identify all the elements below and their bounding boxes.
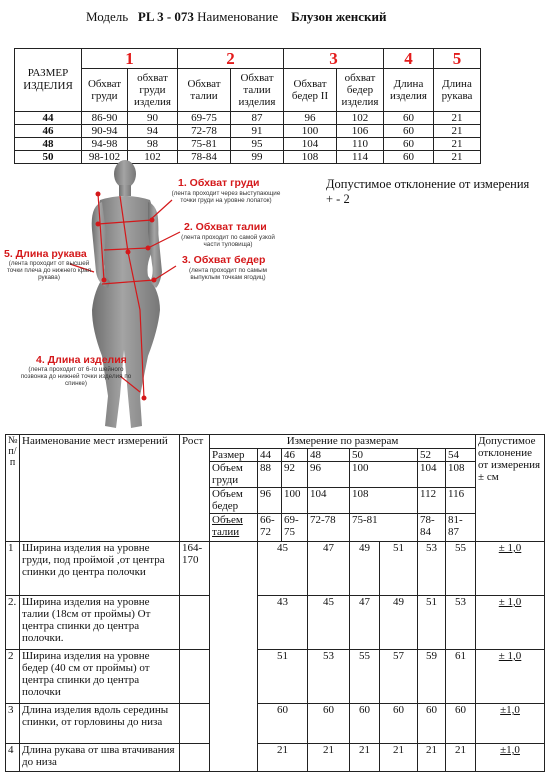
row-value: 60 <box>350 704 380 744</box>
group-number-1: 1 <box>82 49 178 69</box>
row-value: 60 <box>258 704 308 744</box>
column-header: Обхват талии изделия <box>231 69 284 112</box>
table-cell: 108 <box>284 151 337 164</box>
row-value: 21 <box>380 744 418 772</box>
tolerance-note-line1: Допустимое отклонение от измерения <box>326 177 530 191</box>
col-measure-header: Измерение по размерам <box>210 435 476 449</box>
measurement-table <box>5 434 545 772</box>
row-height-empty <box>180 744 210 772</box>
hip-label: Объем бедер <box>210 488 258 514</box>
label-waist: 2. Обхват талии <box>184 221 267 233</box>
row-value: 49 <box>380 596 418 650</box>
table-cell: 90-94 <box>82 125 128 138</box>
table-cell: 98-102 <box>82 151 128 164</box>
row-name: Ширина изделия на уровне груди, под проймой ,от центра спинки до центра полочки <box>20 542 180 596</box>
row-value: 57 <box>380 650 418 704</box>
row-value: 21 <box>308 744 350 772</box>
note-length: (лента проходит от 6-го шейного позвонка до нижней точки изделия по спинке) <box>20 366 132 387</box>
group-number-3: 3 <box>284 49 384 69</box>
label-sleeve: 5. Длина рукава <box>4 248 87 260</box>
table-cell: 60 <box>384 151 434 164</box>
chest-value: 92 <box>282 462 308 488</box>
name-label: Наименование <box>197 9 279 24</box>
col-tolerance-header: Допустимое отклонение от измерения ± см <box>476 435 545 542</box>
row-value: 21 <box>258 744 308 772</box>
row-number: 2 <box>6 650 20 704</box>
table-cell: 100 <box>284 125 337 138</box>
chest-value: 104 <box>418 462 446 488</box>
row-number: 4 <box>6 744 20 772</box>
table-cell: 99 <box>231 151 284 164</box>
table-cell: 78-84 <box>178 151 231 164</box>
row-number: 1 <box>6 542 20 596</box>
label-hip: 3. Обхват бедер <box>182 254 266 266</box>
column-header: Обхват груди <box>82 69 128 112</box>
note-waist: (лента проходит по самой узкой части туловища) <box>181 234 275 248</box>
row-number: 3 <box>6 704 20 744</box>
waist-label: Объем талии <box>210 514 258 542</box>
tolerance-note <box>326 177 529 207</box>
row-value: 55 <box>446 542 476 596</box>
table-cell: 110 <box>337 138 384 151</box>
row-value: 47 <box>350 596 380 650</box>
note-sleeve: (лента проходит от высшей точки плеча до нижнего края рукава) <box>6 260 92 281</box>
table-cell: 106 <box>337 125 384 138</box>
table-cell: 102 <box>128 151 178 164</box>
column-header: Длина рукава <box>434 69 481 112</box>
table-cell: 21 <box>434 112 481 125</box>
table-cell: 95 <box>231 138 284 151</box>
row-value: 60 <box>418 704 446 744</box>
table-row <box>6 744 545 772</box>
row-value: 21 <box>350 744 380 772</box>
col-height-header: Рост <box>180 435 210 542</box>
row-name: Ширина изделия на уровне талии (18см от проймы) От центра спинки до центра полочки. <box>20 596 180 650</box>
size-label: Размер <box>210 449 258 462</box>
size-cell: 48 <box>15 138 82 151</box>
table-row <box>6 542 545 596</box>
size-value: 46 <box>282 449 308 462</box>
row-tolerance: ±1,0 <box>476 744 545 772</box>
column-header: Обхват бедер II <box>284 69 337 112</box>
row-name: Длина рукава от шва втачивания до низа <box>20 744 180 772</box>
table-row <box>6 596 545 650</box>
table-row <box>15 138 481 151</box>
table-cell: 86-90 <box>82 112 128 125</box>
label-chest: 1. Обхват груди <box>178 177 260 189</box>
waist-value: 75-81 <box>350 514 418 542</box>
table-cell: 91 <box>231 125 284 138</box>
hip-value: 116 <box>446 488 476 514</box>
size-value: 44 <box>258 449 282 462</box>
table-cell: 98 <box>128 138 178 151</box>
row-height-empty <box>180 650 210 704</box>
measure-spacer <box>210 542 258 772</box>
table-cell: 72-78 <box>178 125 231 138</box>
size-value: 50 <box>350 449 418 462</box>
column-header: Обхват талии <box>178 69 231 112</box>
waist-value: 72-78 <box>308 514 350 542</box>
table-cell: 21 <box>434 151 481 164</box>
row-value: 51 <box>380 542 418 596</box>
table-cell: 114 <box>337 151 384 164</box>
hip-value: 96 <box>258 488 282 514</box>
table-cell: 90 <box>128 112 178 125</box>
label-length: 4. Длина изделия <box>36 354 127 366</box>
row-value: 49 <box>350 542 380 596</box>
body-measurement-figure <box>0 160 320 432</box>
row-value: 59 <box>418 650 446 704</box>
row-value: 53 <box>418 542 446 596</box>
hip-value: 108 <box>350 488 418 514</box>
group-number-5: 5 <box>434 49 481 69</box>
tolerance-note-line2: + - 2 <box>326 192 350 206</box>
chest-value: 108 <box>446 462 476 488</box>
row-height: 164-170 <box>180 542 210 596</box>
row-name: Длина изделия вдоль середины спинки, от горловины до низа <box>20 704 180 744</box>
row-height-empty <box>180 704 210 744</box>
table-cell: 60 <box>384 125 434 138</box>
row-height-empty <box>180 596 210 650</box>
row-value: 60 <box>446 704 476 744</box>
table-cell: 94-98 <box>82 138 128 151</box>
note-chest: (лента проходит через выступающие точки груди на уровне лопаток) <box>171 190 281 204</box>
table-row <box>15 112 481 125</box>
row-value: 53 <box>446 596 476 650</box>
size-cell: 46 <box>15 125 82 138</box>
waist-value: 78-84 <box>418 514 446 542</box>
chest-value: 88 <box>258 462 282 488</box>
row-tolerance: ± 1,0 <box>476 596 545 650</box>
row-value: 21 <box>446 744 476 772</box>
table-cell: 87 <box>231 112 284 125</box>
table-row <box>15 125 481 138</box>
size-cell: 50 <box>15 151 82 164</box>
col-number-header: № п/ п <box>6 435 20 542</box>
table-cell: 94 <box>128 125 178 138</box>
size-table <box>14 48 481 164</box>
hip-value: 100 <box>282 488 308 514</box>
row-value: 60 <box>380 704 418 744</box>
row-value: 61 <box>446 650 476 704</box>
size-value: 54 <box>446 449 476 462</box>
row-tolerance: ± 1,0 <box>476 542 545 596</box>
group-number-2: 2 <box>178 49 284 69</box>
row-value: 55 <box>350 650 380 704</box>
table-cell: 96 <box>284 112 337 125</box>
table-cell: 60 <box>384 138 434 151</box>
waist-value: 66-72 <box>258 514 282 542</box>
row-value: 45 <box>308 596 350 650</box>
row-value: 45 <box>258 542 308 596</box>
size-value: 48 <box>308 449 350 462</box>
model-code: PL 3 - 073 <box>137 9 194 24</box>
table-cell: 102 <box>337 112 384 125</box>
silhouette-body <box>92 160 162 428</box>
chest-value: 100 <box>350 462 418 488</box>
document-title <box>86 9 387 25</box>
waist-value: 81-87 <box>446 514 476 542</box>
hip-value: 112 <box>418 488 446 514</box>
row-value: 53 <box>308 650 350 704</box>
group-number-4: 4 <box>384 49 434 69</box>
row-name: Ширина изделия на уровне бедер (40 см от проймы) от центра спинки до центра полочки <box>20 650 180 704</box>
table-cell: 60 <box>384 112 434 125</box>
size-corner-header: РАЗМЕР ИЗДЕЛИЯ <box>15 49 82 112</box>
row-value: 60 <box>308 704 350 744</box>
row-tolerance: ± 1,0 <box>476 650 545 704</box>
size-cell: 44 <box>15 112 82 125</box>
note-hip: (лента проходит по самым выпуклым точкам ягодиц) <box>189 267 267 281</box>
table-row <box>6 650 545 704</box>
waist-value: 69-75 <box>282 514 308 542</box>
row-value: 43 <box>258 596 308 650</box>
chest-label: Объем груди <box>210 462 258 488</box>
table-cell: 21 <box>434 125 481 138</box>
column-header: обхват бедер изделия <box>337 69 384 112</box>
product-name: Блузон женский <box>291 9 387 24</box>
column-header: Длина изделия <box>384 69 434 112</box>
row-value: 21 <box>418 744 446 772</box>
size-value: 52 <box>418 449 446 462</box>
table-cell: 104 <box>284 138 337 151</box>
row-number: 2. <box>6 596 20 650</box>
row-value: 47 <box>308 542 350 596</box>
table-row <box>6 704 545 744</box>
row-value: 51 <box>258 650 308 704</box>
model-label: Модель <box>86 9 129 24</box>
column-header: обхват груди изделия <box>128 69 178 112</box>
col-name-header: Наименование мест измерений <box>20 435 180 542</box>
chest-value: 96 <box>308 462 350 488</box>
row-tolerance: ±1,0 <box>476 704 545 744</box>
table-cell: 21 <box>434 138 481 151</box>
table-cell: 75-81 <box>178 138 231 151</box>
hip-value: 104 <box>308 488 350 514</box>
table-cell: 69-75 <box>178 112 231 125</box>
row-value: 51 <box>418 596 446 650</box>
